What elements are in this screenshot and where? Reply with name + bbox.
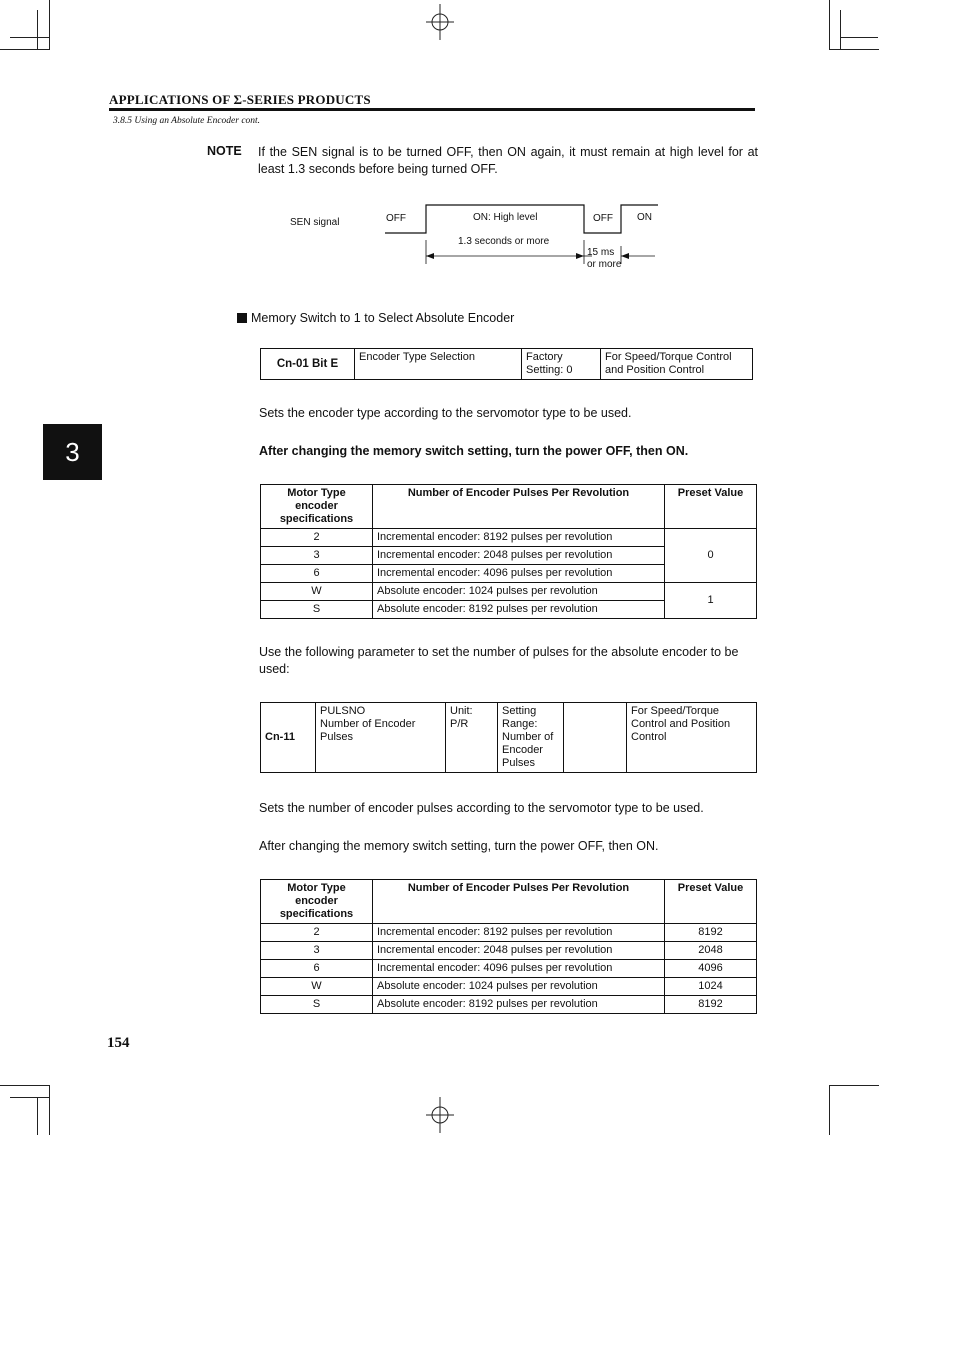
- param-cn01-bit-e: Cn-01 Bit E: [261, 349, 355, 380]
- encoder-preset-table-2: [260, 879, 757, 1014]
- note-text: If the SEN signal is to be turned OFF, then ON again, it must remain at high level for at least 1.3 seconds before being turned OFF.: [258, 145, 758, 176]
- off-label-1: OFF: [386, 213, 406, 224]
- subsection-heading: 3.8.5 Using an Absolute Encoder cont.: [113, 116, 261, 126]
- paragraph-power-cycle: After changing the memory switch setting, turn the power OFF, then ON.: [259, 839, 659, 853]
- timing-diagram: [280, 200, 670, 280]
- table-row: S Absolute encoder: 8192 pulses per revolution: [261, 601, 757, 619]
- paragraph-encoder-type: Sets the encoder type according to the servomotor type to be used.: [259, 406, 632, 420]
- table-row: W Absolute encoder: 1024 pulses per revolution 1: [261, 583, 757, 601]
- table-row: 2 Incremental encoder: 8192 pulses per revolution 0: [261, 529, 757, 547]
- table-row: 3 Incremental encoder: 2048 pulses per revolution 2048: [261, 942, 757, 960]
- header-pulses: Number of Encoder Pulses Per Revolution: [373, 485, 665, 529]
- duration-2-label: 15 ms or more: [587, 247, 622, 270]
- paragraph-sets-pulses: Sets the number of encoder pulses according to the servomotor type to be used.: [259, 801, 704, 815]
- note-label: NOTE: [207, 144, 242, 158]
- duration-1-label: 1.3 seconds or more: [458, 236, 550, 247]
- cn11-unit: Unit: P/R: [446, 703, 498, 773]
- applies-to: For Speed/Torque Control and Position Control: [601, 349, 753, 380]
- factory-setting: Factory Setting: 0: [522, 349, 601, 380]
- table-row: W Absolute encoder: 1024 pulses per revolution 1024: [261, 978, 757, 996]
- cn11-name: PULSNO Number of Encoder Pulses: [316, 703, 446, 773]
- preset-incremental: 0: [665, 529, 757, 583]
- preset-absolute: 1: [665, 583, 757, 619]
- table-row: 6 Incremental encoder: 4096 pulses per revolution 4096: [261, 960, 757, 978]
- page-number: 154: [107, 1035, 130, 1051]
- header-pulses: Number of Encoder Pulses Per Revolution: [373, 880, 665, 924]
- table-row: S Absolute encoder: 8192 pulses per revolution 8192: [261, 996, 757, 1014]
- cn11-applies: For Speed/Torque Control and Position Control: [627, 703, 757, 773]
- header-preset: Preset Value: [665, 485, 757, 529]
- header-motor-type: Motor Type encoder specifications: [261, 880, 373, 924]
- encoder-preset-table-1: [260, 484, 757, 619]
- param-cn11: Cn-11: [261, 703, 316, 773]
- cn11-range: Setting Range: Number of Encoder Pulses: [498, 703, 564, 773]
- paragraph-power-cycle-bold: After changing the memory switch setting, turn the power OFF, then ON.: [259, 444, 689, 458]
- registration-mark-bottom: [420, 1097, 460, 1133]
- sen-signal-label: SEN signal: [290, 217, 340, 228]
- header-preset: Preset Value: [665, 880, 757, 924]
- chapter-tab: 3: [43, 424, 102, 480]
- paragraph-pulses-param: Use the following parameter to set the number of pulses for the absolute encoder to be used:: [259, 645, 739, 676]
- on-label-2: ON: [637, 212, 652, 223]
- cn11-empty-cell: [564, 703, 627, 773]
- square-bullet-icon: [237, 313, 247, 323]
- header-motor-type: Motor Type encoder specifications: [261, 485, 373, 529]
- table-row: 2 Incremental encoder: 8192 pulses per revolution 8192: [261, 924, 757, 942]
- registration-mark-top: [420, 4, 460, 40]
- on-high-level-label: ON: High level: [473, 212, 538, 223]
- memory-switch-heading: Memory Switch to 1 to Select Absolute Encoder: [237, 310, 514, 327]
- table-row: 6 Incremental encoder: 4096 pulses per revolution: [261, 565, 757, 583]
- memory-switch-table: [260, 348, 753, 380]
- cn11-param-table: [260, 702, 757, 773]
- off-label-2: OFF: [593, 213, 613, 224]
- table-row: 3 Incremental encoder: 2048 pulses per revolution: [261, 547, 757, 565]
- running-header: APPLICATIONS OF Σ-SERIES PRODUCTS: [109, 92, 371, 107]
- header-rule: [109, 108, 755, 111]
- param-name: Encoder Type Selection: [355, 349, 522, 380]
